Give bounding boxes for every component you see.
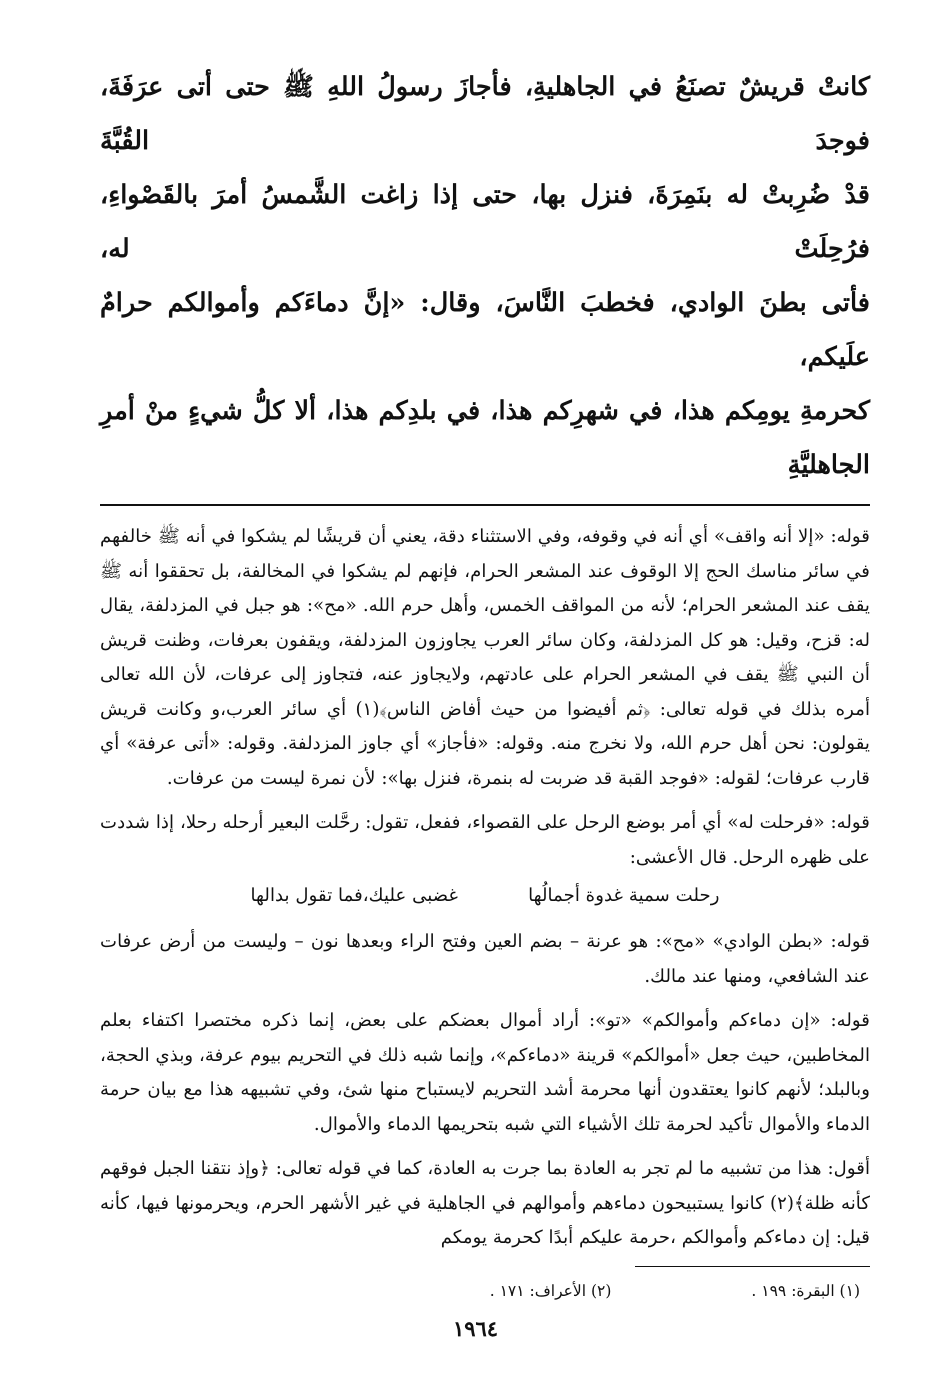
commentary-paragraph: أقول: هذا من تشبيه ما لم تجر به العادة بما جرت به العادة، كما في قوله تعالى: ﴿وإذ نتقنا الجبل فوقهم كأنه ظلة﴾(٢) كانوا يستبيحون دماءهم وأموالهم في الجاهلية في غير الأشهر الحرم، ويحرمونها فيها، كأنه قيل: إن دماءكم وأموالكم ،حرمة عليكم أبدًا كحرمة يومكم	[100, 1158, 870, 1248]
hadith-line: كحرمةِ يومِكم هذا، في شهرِكم هذا، في بلدِكم هذا، ألا كلُّ شيءٍ منْ أمرِ الجاهليَّةِ	[100, 396, 870, 480]
commentary-paragraph: قوله: «فرحلت له» أي أمر بوضع الرحل على القصواء، ففعل، تقول: رحَّلت البعير أرحله رحلا، إذا شددت على ظهره الرحل. قال الأعشى:	[100, 812, 870, 868]
commentary-paragraph: قوله: «إلا أنه واقف» أي أنه في وقوفه، وفي الاستثناء دقة، يعني أن قريشًا لم يشكوا في أنه ﷺ خالفهم في سائر مناسك الحج إلا الوقوف عند المشعر الحرام، فإنهم لم يشكوا في المخالفة، بل تحققوا أنه ﷺ يقف عند المشعر الحرام؛ لأنه من المواقف الخمس، وأهل حرم الله. «مح»: هو جبل في المزدلفة، يقال له: قزح، وقيل: هو كل المزدلفة، وكان سائر العرب يجاوزون المزدلفة، ويقفون بعرفات، وظنت قريش أن النبي ﷺ يقف في المشعر الحرام على عادتهم، ولايجاوز عنه، فتجاوز إلى عرفات، لأن الله تعالى أمره بذلك في قوله تعالى: ﴿ثم أفيضوا من حيث أفاض الناس﴾(١) أي سائر العرب،و وكانت قريش يقولون: نحن أهل حرم الله، ولا نخرج منه. وقوله: «فأجاز» أي جاوز المزدلفة. وقوله: «أتى عرفة» أي قارب عرفات؛ لقوله: «فوجد القبة قد ضربت له بنمرة، فنزل بها»: لأن نمرة ليست من عرفات.	[100, 526, 870, 789]
poetry-verse	[100, 879, 870, 913]
commentary-paragraph: قوله: «بطن الوادي» «مح»: هو عرنة – بضم العين وفتح الراء وبعدها نون – وليست من أرض عرفات عند الشافعي، ومنها عند مالك.	[100, 931, 870, 987]
footnotes	[100, 1277, 870, 1305]
page-body	[100, 60, 870, 1305]
verse-second-hemistich: غضبى عليك،فما تقول بدالها	[250, 885, 459, 906]
separator-rule	[100, 504, 870, 506]
footnote-rule	[635, 1266, 870, 1267]
page-number: ١٩٦٤	[452, 1316, 499, 1341]
hadith-line: قدْ ضُرِبتْ له بنَمِرَةَ، فنزل بها، حتى إذا زاغت الشَّمسُ أمرَ بالقَصْواءِ، فرُحِلَتْ له،	[100, 180, 870, 264]
footnote-1: (١) البقرة: ١٩٩ .	[751, 1281, 860, 1300]
hadith-line: فأتى بطنَ الوادي، فخطبَ النَّاسَ، وقال: «إنَّ دماءَكم وأموالكم حرامٌ علَيكم،	[100, 288, 870, 372]
hadith-line: كانتْ قريشٌ تصنَعُ في الجاهليةِ، فأجازَ رسولُ اللهِ ﷺ حتى أتى عرَفَةَ، فوجدَ القُبَّةَ	[100, 72, 870, 156]
commentary	[100, 520, 870, 1256]
commentary-paragraph: قوله: «إن دماءكم وأموالكم» «تو»: أراد أموال بعضكم على بعض، إنما ذكره مختصرا اكتفاء بعلم المخاطبين، حيث جعل «أموالكم» قرينة «دماءكم»، وإنما شبه ذلك في التحريم بيوم عرفة، وبذي الحجة، وبالبلد؛ لأنهم كانوا يعتقدون أنها محرمة أشد التحريم لايستباح منها شئ، وفي تشبيهه هذا مع بيان حرمة الدماء والأموال تأكيد لحرمة تلك الأشياء التي شبه بتحريمها الدماء والأموال.	[100, 1010, 870, 1135]
hadith-text	[100, 60, 870, 492]
footnote-2: (٢) الأعراف: ١٧١ .	[489, 1281, 612, 1300]
verse-first-hemistich: رحلت سمية غدوة أجمالُها	[528, 885, 720, 906]
